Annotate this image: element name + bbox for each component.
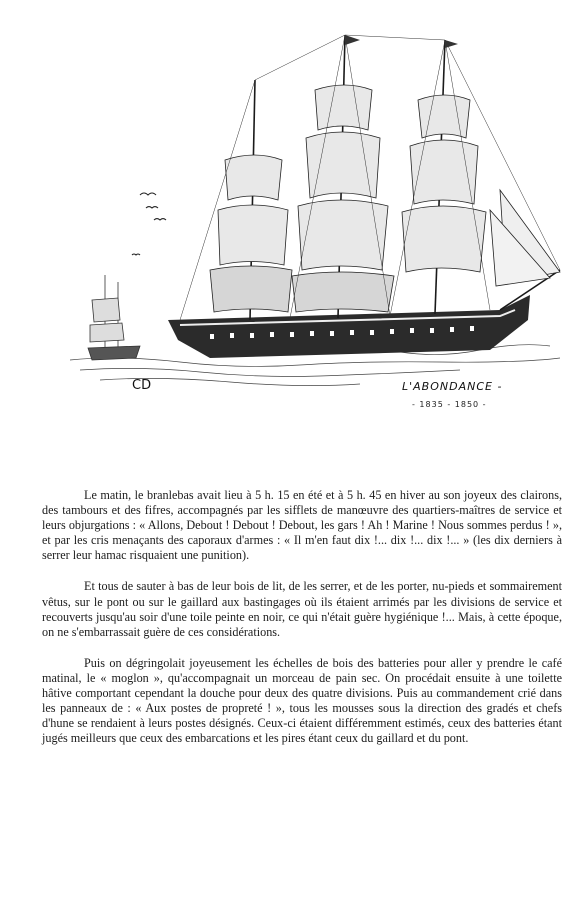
- paragraph-2: Et tous de sauter à bas de leur bois de lit, de les serrer, et de les porter, nu-pieds et sommairement vêtus, sur le pont ou sur le gaillard aux bastingages où ils étaient arrimés par les divisions de service et recouverts jusqu'au soir d'une toile peinte en noir, ce qui n'était guère hygiénique !... Mais, à cette époque, on ne s'embarrassait guère de ces considérations.: [42, 579, 562, 639]
- body-text: [42, 488, 562, 762]
- distant-ship: [88, 275, 140, 360]
- ship-years-caption: - 1835 - 1850 -: [412, 400, 487, 409]
- ship-illustration: [60, 20, 570, 440]
- paragraph-1: Le matin, le branlebas avait lieu à 5 h. 15 en été et à 5 h. 45 en hiver au son joyeux des clairons, des tambours et des fifres, accompagnés par les sifflets de manœuvre des quartiers-maîtres de service et leurs objurgations : « Allons, Debout ! Debout ! Debout, les gars ! Ah ! Marine ! Nous sommes perdus ! », et par les cris menaçants des caporaux d'armes : « Il m'en faut dix !... dix !... dix !... » (les dix derniers à serrer leur hamac risquaient une punition).: [42, 488, 562, 563]
- artist-monogram: CD: [132, 378, 152, 393]
- paragraph-3: Puis on dégringolait joyeusement les échelles de bois des batteries pour aller y prendre le café matinal, le « moglon », qu'accompagnait un morceau de pain sec. On procédait ensuite à une toilette hâtive comportant cependant la douche pour deux des quatre divisions. Puis au commandement crié dans les panneaux de : « Aux postes de propreté ! », tous les mousses sous la direction des gradés et chefs d'hune se rendaient à leurs postes désignés. Ceux-ci étaient différemment estimés, ceux des batteries étant jugés meilleurs que ceux des embarcations et les pires étant ceux du gaillard et du pont.: [42, 655, 562, 746]
- ship-sails: [210, 85, 560, 312]
- ship-name-caption: L'ABONDANCE -: [402, 380, 503, 393]
- ship-flags: [345, 35, 458, 48]
- birds: [132, 193, 166, 255]
